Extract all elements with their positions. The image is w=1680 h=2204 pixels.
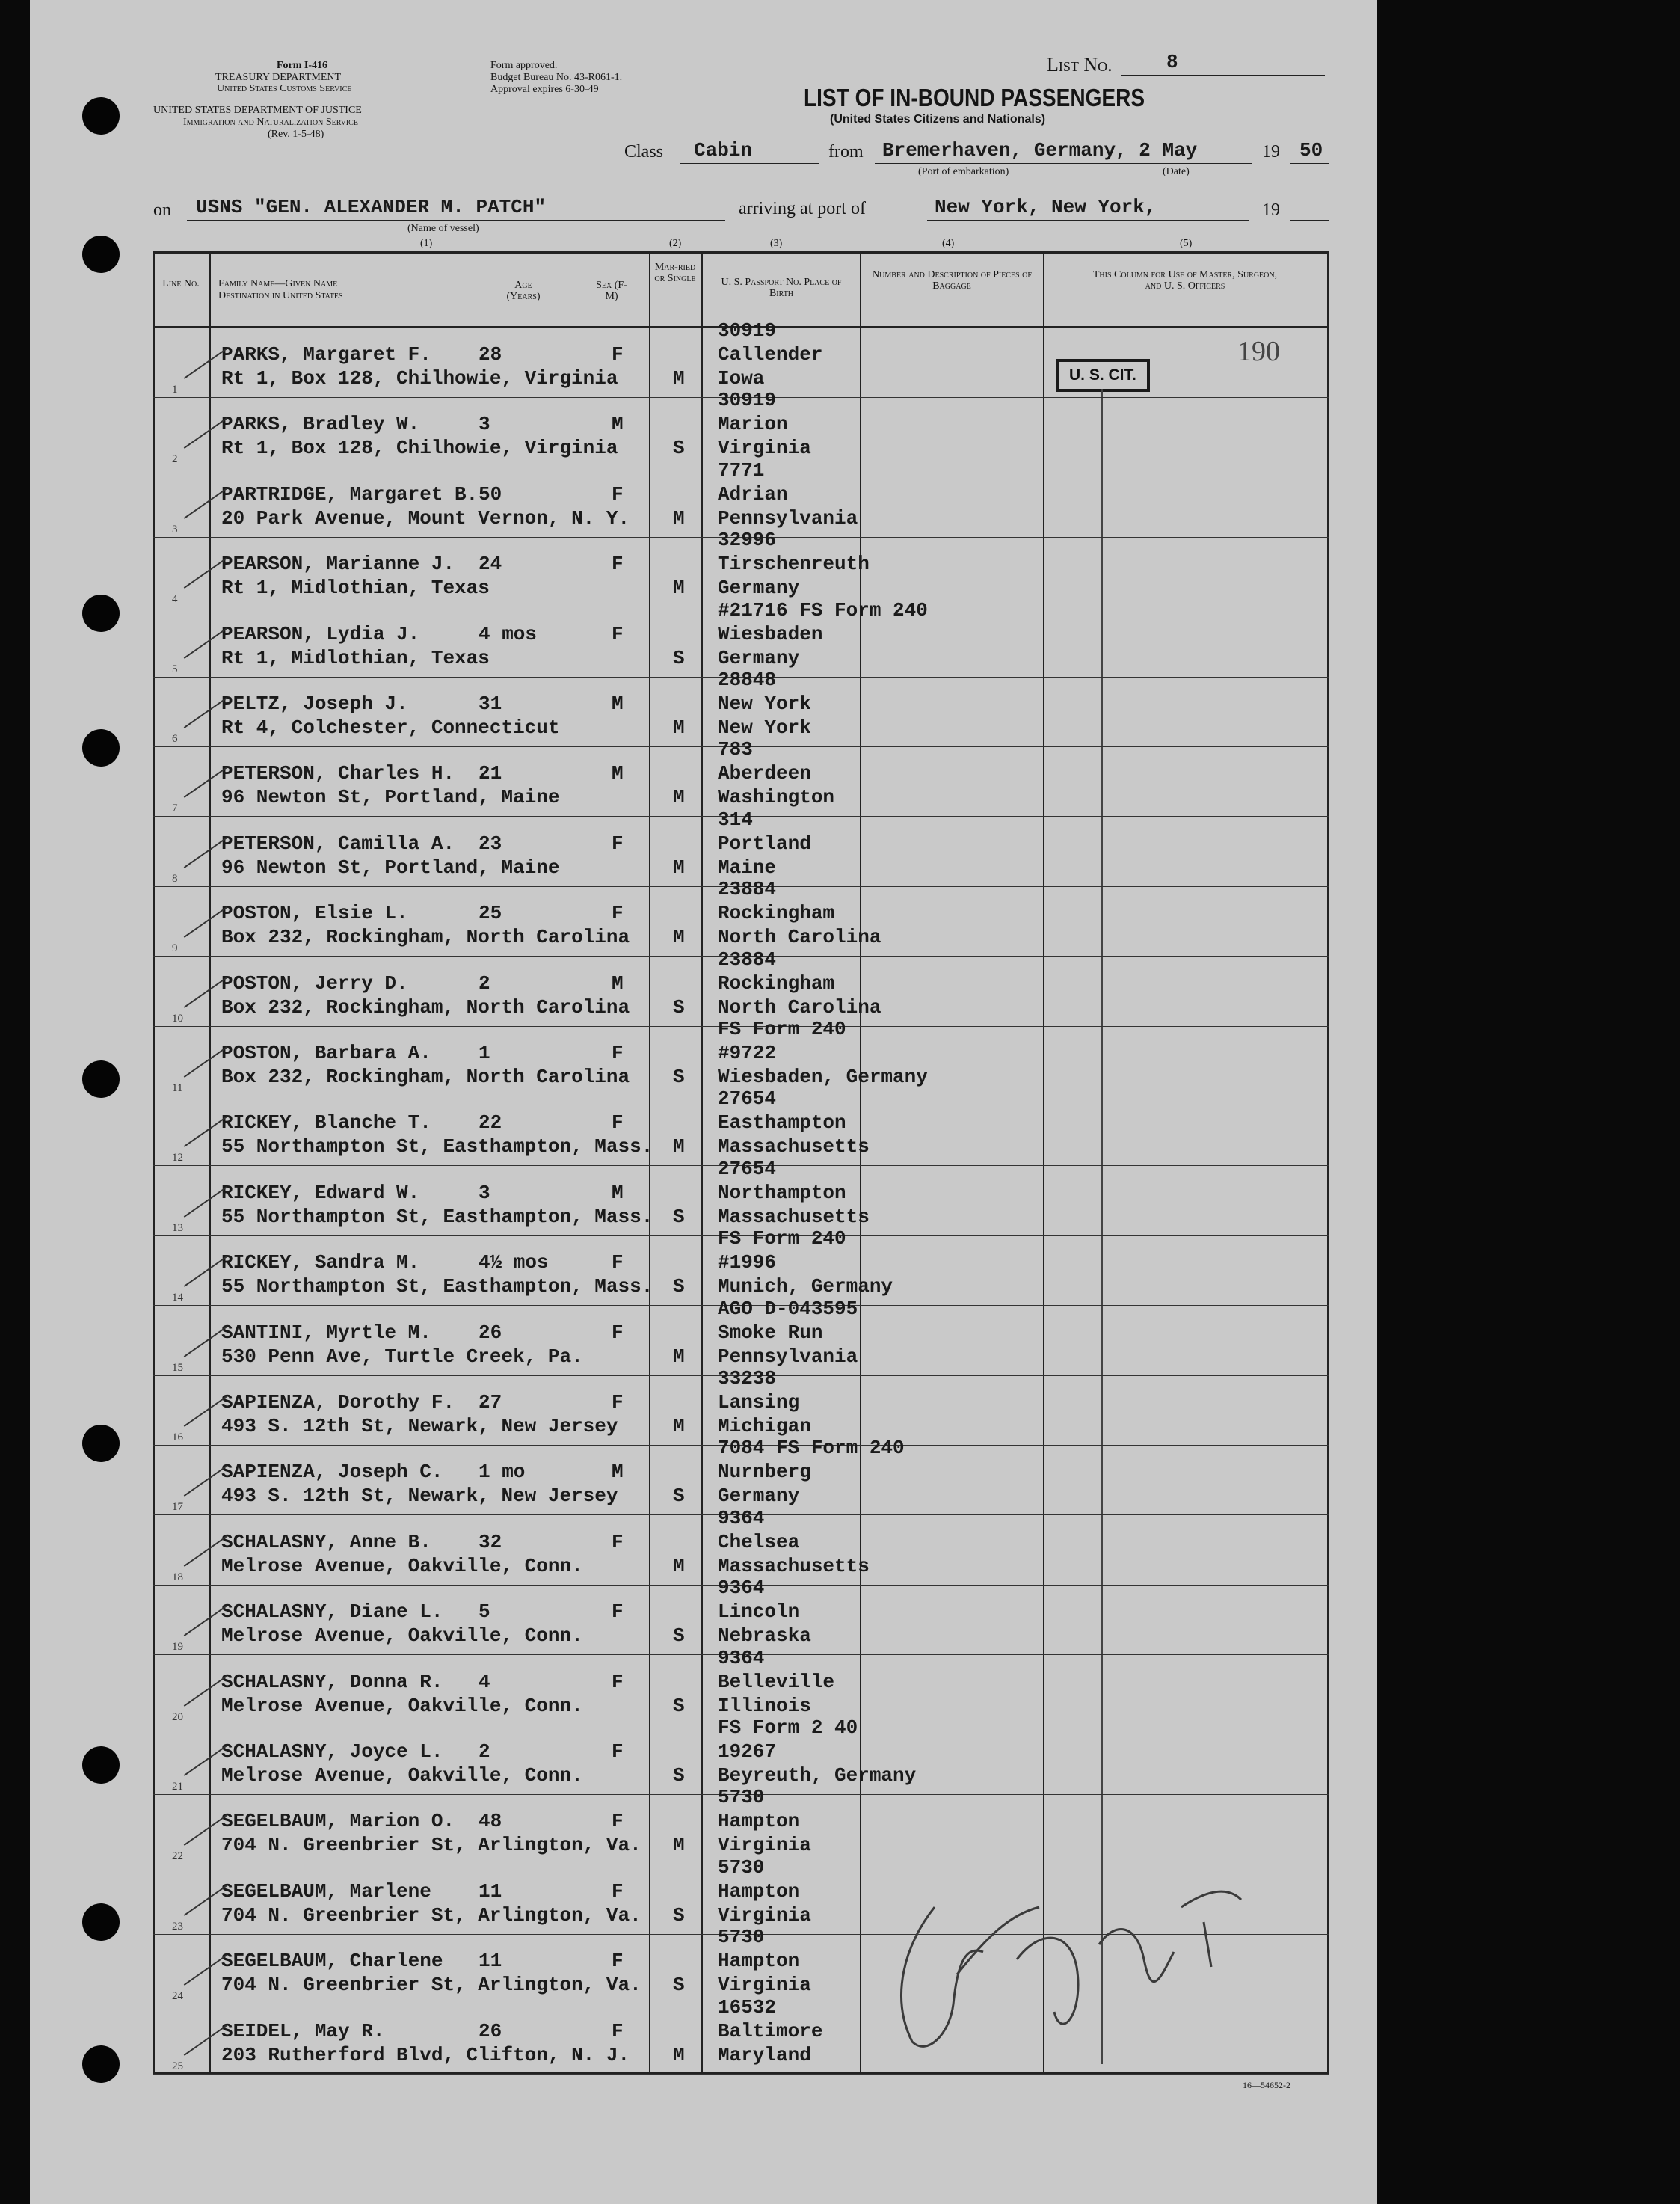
passport-or-form-number: 314: [718, 808, 753, 831]
passenger-age: 50: [479, 482, 502, 506]
marital-status: S: [673, 1624, 685, 1648]
passenger-sex: F: [612, 2019, 624, 2042]
passport-or-form-number: AGO D-043595: [718, 1297, 858, 1320]
passenger-name: SEGELBAUM, Marlene: [221, 1879, 431, 1903]
header-line-no: Line No.: [162, 278, 200, 289]
passenger-name: SCHALASNY, Joyce L.: [221, 1740, 443, 1763]
destination-address: 203 Rutherford Blvd, Clifton, N. J.: [221, 2043, 630, 2066]
place-of-birth: Maryland: [718, 2043, 811, 2066]
passenger-age: 4: [479, 1670, 490, 1693]
place-of-birth: Virginia: [718, 1903, 811, 1927]
passport-or-form-number: 5730: [718, 1926, 765, 1949]
passenger-name: PARKS, Margaret F.: [221, 343, 431, 366]
year-prefix: 19: [1262, 142, 1280, 162]
passenger-age: 26: [479, 2019, 502, 2042]
passenger-name: SEIDEL, May R.: [221, 2019, 385, 2042]
header-officers: This Column for Use of Master, Surgeon, and U. S. Officers: [1092, 269, 1278, 292]
form-number: Form I-416: [277, 60, 328, 71]
table-row: [0, 738, 1326, 822]
line-number: 4: [172, 593, 178, 606]
table-row: [0, 529, 1326, 613]
passenger-age: 11: [479, 1879, 502, 1903]
passenger-sex: F: [612, 1530, 624, 1553]
passport-or-form-number: 33238: [718, 1367, 777, 1390]
marital-status: S: [673, 1205, 685, 1228]
passenger-age: 5: [479, 1600, 490, 1624]
marital-status: M: [673, 1554, 685, 1577]
passenger-age: 2: [479, 1740, 490, 1763]
destination-address: 493 S. 12th St, Newark, New Jersey: [221, 1485, 618, 1508]
passport-detail: Hampton: [718, 1950, 800, 1973]
passport-detail: Northampton: [718, 1181, 846, 1204]
marital-status: M: [673, 856, 685, 879]
table-row: [0, 319, 1326, 403]
line-number: 20: [172, 1710, 183, 1723]
page-subtitle: (United States Citizens and Nationals): [830, 113, 1046, 126]
passport-detail: Aberdeen: [718, 762, 811, 785]
line-number: 1: [172, 384, 178, 396]
destination-address: Melrose Avenue, Oakville, Conn.: [221, 1624, 583, 1648]
destination-address: 704 N. Greenbrier St, Arlington, Va.: [221, 1903, 641, 1927]
passenger-name: SCHALASNY, Diane L.: [221, 1600, 443, 1624]
place-of-birth: Wiesbaden, Germany: [718, 1066, 928, 1088]
marital-status: S: [673, 1974, 685, 1997]
date-caption: (Date): [1163, 166, 1190, 177]
line-number: 14: [172, 1292, 183, 1304]
handwritten-signature: [852, 1817, 1271, 2072]
passenger-name: PEARSON, Marianne J.: [221, 553, 455, 576]
destination-address: 55 Northampton St, Easthampton, Mass.: [221, 1135, 653, 1158]
approval-line-3: Approval expires 6-30-49: [490, 84, 599, 95]
passenger-sex: M: [612, 1461, 624, 1484]
passenger-name: RICKEY, Blanche T.: [221, 1111, 431, 1135]
line-number: 21: [172, 1781, 183, 1793]
passenger-age: 21: [479, 762, 502, 785]
header-sex: Sex (F-M): [596, 280, 627, 302]
passport-detail: Easthampton: [718, 1111, 846, 1135]
passenger-age: 4 mos: [479, 622, 538, 645]
passenger-sex: F: [612, 1251, 624, 1274]
passenger-sex: F: [612, 482, 624, 506]
line-number: 5: [172, 663, 178, 675]
passenger-age: 2: [479, 971, 490, 995]
passport-or-form-number: 28848: [718, 669, 777, 691]
passenger-name: SAPIENZA, Dorothy F.: [221, 1391, 455, 1413]
passenger-name: PETERSON, Charles H.: [221, 762, 455, 785]
passenger-name: POSTON, Jerry D.: [221, 971, 408, 995]
revision-date: (Rev. 1-5-48): [268, 129, 324, 140]
passport-or-form-number: 23884: [718, 878, 777, 901]
passenger-name: POSTON, Barbara A.: [221, 1042, 431, 1064]
passport-or-form-number: 32996: [718, 529, 777, 552]
passport-or-form-number: 9364: [718, 1646, 765, 1669]
passenger-age: 24: [479, 553, 502, 576]
line-number: 3: [172, 523, 178, 535]
passenger-name: SEGELBAUM, Charlene: [221, 1950, 443, 1973]
passport-detail: Rockingham: [718, 971, 835, 995]
from-label: from: [828, 142, 864, 162]
passenger-sex: M: [612, 1181, 624, 1204]
marital-status: S: [673, 995, 685, 1019]
line-number: 15: [172, 1361, 183, 1374]
line-number: 7: [172, 802, 178, 815]
passenger-sex: F: [612, 1879, 624, 1903]
destination-address: 530 Penn Ave, Turtle Creek, Pa.: [221, 1345, 583, 1368]
header-family-name: Family Name—Given Name: [218, 278, 338, 289]
destination-address: Rt 1, Box 128, Chilhowie, Virginia: [221, 437, 618, 460]
table-row: [0, 808, 1326, 892]
passenger-sex: F: [612, 343, 624, 366]
passenger-name: SCHALASNY, Donna R.: [221, 1670, 443, 1693]
passport-detail: Lincoln: [718, 1600, 800, 1624]
table-row: [0, 948, 1326, 1032]
destination-address: 704 N. Greenbrier St, Arlington, Va.: [221, 1974, 641, 1997]
passenger-name: SAPIENZA, Joseph C.: [221, 1461, 443, 1484]
table-row: [0, 669, 1326, 752]
marital-status: S: [673, 437, 685, 460]
class-label: Class: [624, 142, 664, 162]
passenger-name: SCHALASNY, Anne B.: [221, 1530, 431, 1553]
customs-service: United States Customs Service: [217, 83, 352, 94]
line-number: 11: [172, 1082, 183, 1094]
place-of-birth: Munich, Germany: [718, 1275, 893, 1298]
passenger-sex: F: [612, 832, 624, 855]
destination-address: 96 Newton St, Portland, Maine: [221, 856, 560, 879]
marital-status: S: [673, 1066, 685, 1088]
marital-status: M: [673, 926, 685, 949]
passport-detail: Tirschenreuth: [718, 553, 870, 576]
passenger-name: RICKEY, Sandra M.: [221, 1251, 420, 1274]
line-number: 18: [172, 1571, 183, 1583]
place-of-birth: Massachusetts: [718, 1205, 870, 1228]
place-of-birth: North Carolina: [718, 926, 881, 949]
place-of-birth: North Carolina: [718, 995, 881, 1019]
passport-detail: Hampton: [718, 1810, 800, 1833]
destination-address: 55 Northampton St, Easthampton, Mass.: [221, 1205, 653, 1228]
line-number: 12: [172, 1152, 183, 1164]
passenger-sex: F: [612, 902, 624, 925]
passport-or-form-number: 9364: [718, 1577, 765, 1600]
place-of-birth: Callender: [718, 343, 823, 366]
passenger-sex: F: [612, 1600, 624, 1624]
passport-detail: Wiesbaden: [718, 622, 823, 645]
passport-detail: Baltimore: [718, 2019, 823, 2042]
passport-detail: New York: [718, 693, 811, 715]
page-number-annotation: 190: [1237, 336, 1280, 367]
destination-address: Box 232, Rockingham, North Carolina: [221, 1066, 630, 1088]
line-number: 16: [172, 1431, 183, 1443]
vessel-name: USNS "GEN. ALEXANDER M. PATCH": [196, 196, 547, 218]
passenger-name: PARKS, Bradley W.: [221, 413, 420, 436]
marital-status: S: [673, 646, 685, 669]
passenger-sex: F: [612, 1950, 624, 1973]
passport-or-form-number: 9364: [718, 1506, 765, 1529]
destination-address: 493 S. 12th St, Newark, New Jersey: [221, 1415, 618, 1437]
passenger-age: 27: [479, 1391, 502, 1413]
arriving-label: arriving at port of: [739, 199, 866, 218]
place-of-birth: Germany: [718, 646, 800, 669]
header-age: Age (Years): [506, 280, 541, 302]
year2-prefix: 19: [1262, 200, 1280, 220]
marital-status: S: [673, 1485, 685, 1508]
marital-status: M: [673, 367, 685, 390]
place-of-birth: Pennsylvania: [718, 1345, 858, 1368]
marital-status: M: [673, 2043, 685, 2066]
passenger-age: 28: [479, 343, 502, 366]
arrival-port: New York, New York,: [935, 196, 1157, 218]
line-number: 23: [172, 1920, 183, 1933]
passenger-sex: F: [612, 1321, 624, 1344]
destination-address: Box 232, Rockingham, North Carolina: [221, 926, 630, 949]
marital-status: S: [673, 1903, 685, 1927]
passenger-name: POSTON, Elsie L.: [221, 902, 408, 925]
passport-detail: Nurnberg: [718, 1461, 811, 1484]
destination-address: 20 Park Avenue, Mount Vernon, N. Y.: [221, 506, 630, 529]
passenger-sex: F: [612, 622, 624, 645]
table-row: [0, 878, 1326, 962]
passenger-age: 3: [479, 413, 490, 436]
marital-status: M: [673, 1415, 685, 1437]
year-value: 50: [1299, 139, 1323, 162]
col-num-2: (2): [669, 238, 682, 249]
passenger-sex: F: [612, 1740, 624, 1763]
destination-address: Box 232, Rockingham, North Carolina: [221, 995, 630, 1019]
approval-line-2: Budget Bureau No. 43-R061-1.: [490, 72, 623, 83]
place-of-birth: Massachusetts: [718, 1135, 870, 1158]
passport-or-form-number: FS Form 240: [718, 1227, 846, 1250]
passenger-name: SEGELBAUM, Marion O.: [221, 1810, 455, 1833]
embark-caption: (Port of embarkation): [918, 166, 1009, 177]
passport-detail: Chelsea: [718, 1530, 800, 1553]
destination-address: Melrose Avenue, Oakville, Conn.: [221, 1554, 583, 1577]
passenger-sex: F: [612, 1391, 624, 1413]
destination-address: Rt 1, Box 128, Chilhowie, Virginia: [221, 367, 618, 390]
place-of-birth: Michigan: [718, 1415, 811, 1437]
destination-address: 704 N. Greenbrier St, Arlington, Va.: [221, 1834, 641, 1857]
passport-or-form-number: 23884: [718, 948, 777, 971]
treasury-dept: TREASURY DEPARTMENT: [215, 72, 342, 83]
passenger-age: 3: [479, 1181, 490, 1204]
place-of-birth: Germany: [718, 577, 800, 600]
row-rule: [153, 2074, 1329, 2075]
place-of-birth: Illinois: [718, 1694, 811, 1717]
passport-detail: Hampton: [718, 1879, 800, 1903]
ins-service: Immigration and Naturalization Service: [183, 117, 358, 128]
marital-status: M: [673, 1345, 685, 1368]
header-married: Mar-ried or Single: [654, 262, 696, 284]
passenger-sex: M: [612, 762, 624, 785]
passenger-age: 48: [479, 1810, 502, 1833]
passenger-age: 32: [479, 1530, 502, 1553]
col-num-3: (3): [770, 238, 783, 249]
line-number: 24: [172, 1990, 183, 2003]
passport-detail: Lansing: [718, 1391, 800, 1413]
destination-address: 96 Newton St, Portland, Maine: [221, 786, 560, 809]
passenger-name: SANTINI, Myrtle M.: [221, 1321, 431, 1344]
place-of-birth: Beyreuth, Germany: [718, 1764, 917, 1787]
place-of-birth: Nebraska: [718, 1624, 811, 1648]
header-destination: Destination in United States: [218, 290, 343, 301]
passport-detail: Portland: [718, 832, 811, 855]
line-number: 10: [172, 1012, 183, 1025]
passenger-sex: M: [612, 971, 624, 995]
line-number: 13: [172, 1221, 183, 1234]
marital-status: S: [673, 1764, 685, 1787]
passenger-sex: M: [612, 693, 624, 715]
list-no-value: 8: [1166, 51, 1178, 73]
line-number: 9: [172, 942, 178, 955]
marital-status: M: [673, 786, 685, 809]
passenger-age: 4½ mos: [479, 1251, 549, 1274]
passenger-age: 26: [479, 1321, 502, 1344]
passport-detail: #9722: [718, 1042, 777, 1064]
marital-status: M: [673, 506, 685, 529]
marital-status: S: [673, 1275, 685, 1298]
place-of-birth: Virginia: [718, 1834, 811, 1857]
passport-or-form-number: 16532: [718, 1995, 777, 2019]
passenger-name: PELTZ, Joseph J.: [221, 693, 408, 715]
passport-or-form-number: 5730: [718, 1786, 765, 1809]
passport-or-form-number: FS Form 240: [718, 1018, 846, 1040]
passport-detail: 30919: [718, 319, 777, 342]
class-value: Cabin: [694, 139, 753, 162]
passenger-name: PARTRIDGE, Margaret B.: [221, 482, 479, 506]
place-of-birth: Pennsylvania: [718, 506, 858, 529]
passport-or-form-number: #21716 FS Form 240: [718, 598, 928, 621]
passport-or-form-number: FS Form 2 40: [718, 1716, 858, 1739]
table-row: [0, 458, 1326, 543]
passenger-age: 22: [479, 1111, 502, 1135]
form-footer-code: 16—54652-2: [1243, 2080, 1290, 2090]
passenger-name: PEARSON, Lydia J.: [221, 622, 420, 645]
passenger-age: 31: [479, 693, 502, 715]
justice-dept: UNITED STATES DEPARTMENT OF JUSTICE: [153, 105, 362, 116]
place-of-birth: Massachusetts: [718, 1554, 870, 1577]
passport-detail: 19267: [718, 1740, 777, 1763]
passenger-age: 25: [479, 902, 502, 925]
passport-or-form-number: 27654: [718, 1157, 777, 1180]
vessel-caption: (Name of vessel): [407, 223, 479, 234]
destination-address: 55 Northampton St, Easthampton, Mass.: [221, 1275, 653, 1298]
passenger-name: RICKEY, Edward W.: [221, 1181, 420, 1204]
place-of-birth: Virginia: [718, 437, 811, 460]
destination-address: Rt 4, Colchester, Connecticut: [221, 716, 560, 739]
place-of-birth: Maine: [718, 856, 777, 879]
table-row: [0, 598, 1326, 683]
passport-or-form-number: 27654: [718, 1087, 777, 1111]
line-number: 22: [172, 1850, 183, 1863]
us-citizen-stamp: U. S. CIT.: [1056, 359, 1150, 392]
marital-status: S: [673, 1694, 685, 1717]
header-baggage: Number and Description of Pieces of Baggage: [872, 269, 1032, 292]
passenger-sex: F: [612, 1111, 624, 1135]
on-label: on: [153, 200, 171, 220]
passport-or-form-number: 7084 FS Form 240: [718, 1437, 905, 1460]
passenger-sex: M: [612, 413, 624, 436]
passenger-age: 23: [479, 832, 502, 855]
passport-detail: Adrian: [718, 482, 788, 506]
line-number: 25: [172, 2060, 183, 2072]
place-of-birth-state: Iowa: [718, 367, 765, 390]
line-number: 17: [172, 1501, 183, 1514]
passenger-sex: F: [612, 553, 624, 576]
passenger-sex: F: [612, 1670, 624, 1693]
line-number: 8: [172, 872, 178, 885]
approval-line-1: Form approved.: [490, 60, 558, 71]
col-num-5: (5): [1180, 238, 1193, 249]
marital-status: M: [673, 716, 685, 739]
passport-or-form-number: 7771: [718, 458, 765, 482]
line-number: 2: [172, 453, 178, 466]
passenger-age: 1: [479, 1042, 490, 1064]
passport-or-form-number: 30919: [718, 389, 777, 412]
passenger-age: 1 mo: [479, 1461, 526, 1484]
destination-address: Rt 1, Midlothian, Texas: [221, 646, 490, 669]
col-num-1: (1): [420, 238, 433, 249]
passport-detail: Smoke Run: [718, 1321, 823, 1344]
destination-address: Rt 1, Midlothian, Texas: [221, 577, 490, 600]
page-title: LIST OF IN-BOUND PASSENGERS: [804, 84, 1145, 111]
passport-detail: Rockingham: [718, 902, 835, 925]
passport-or-form-number: 783: [718, 738, 753, 761]
passenger-age: 11: [479, 1950, 502, 1973]
embarkation-value: Bremerhaven, Germany, 2 May: [882, 139, 1198, 162]
header-passport: U. S. Passport No. Place of Birth: [721, 277, 842, 299]
place-of-birth: Washington: [718, 786, 835, 809]
passport-or-form-number: 5730: [718, 1855, 765, 1879]
col-num-4: (4): [942, 238, 955, 249]
passenger-name: PETERSON, Camilla A.: [221, 832, 455, 855]
passport-detail: #1996: [718, 1251, 777, 1274]
place-of-birth: Virginia: [718, 1974, 811, 1997]
list-no-label: List No.: [1047, 54, 1113, 76]
marital-status: M: [673, 1834, 685, 1857]
passport-detail: Marion: [718, 413, 788, 436]
passport-detail: Belleville: [718, 1670, 835, 1693]
line-number: 19: [172, 1641, 183, 1654]
destination-address: Melrose Avenue, Oakville, Conn.: [221, 1764, 583, 1787]
place-of-birth: New York: [718, 716, 811, 739]
line-number: 6: [172, 733, 178, 745]
table-row: [0, 389, 1326, 473]
place-of-birth: Germany: [718, 1485, 800, 1508]
marital-status: M: [673, 1135, 685, 1158]
passenger-sex: F: [612, 1810, 624, 1833]
destination-address: Melrose Avenue, Oakville, Conn.: [221, 1694, 583, 1717]
marital-status: M: [673, 577, 685, 600]
passenger-sex: F: [612, 1042, 624, 1064]
